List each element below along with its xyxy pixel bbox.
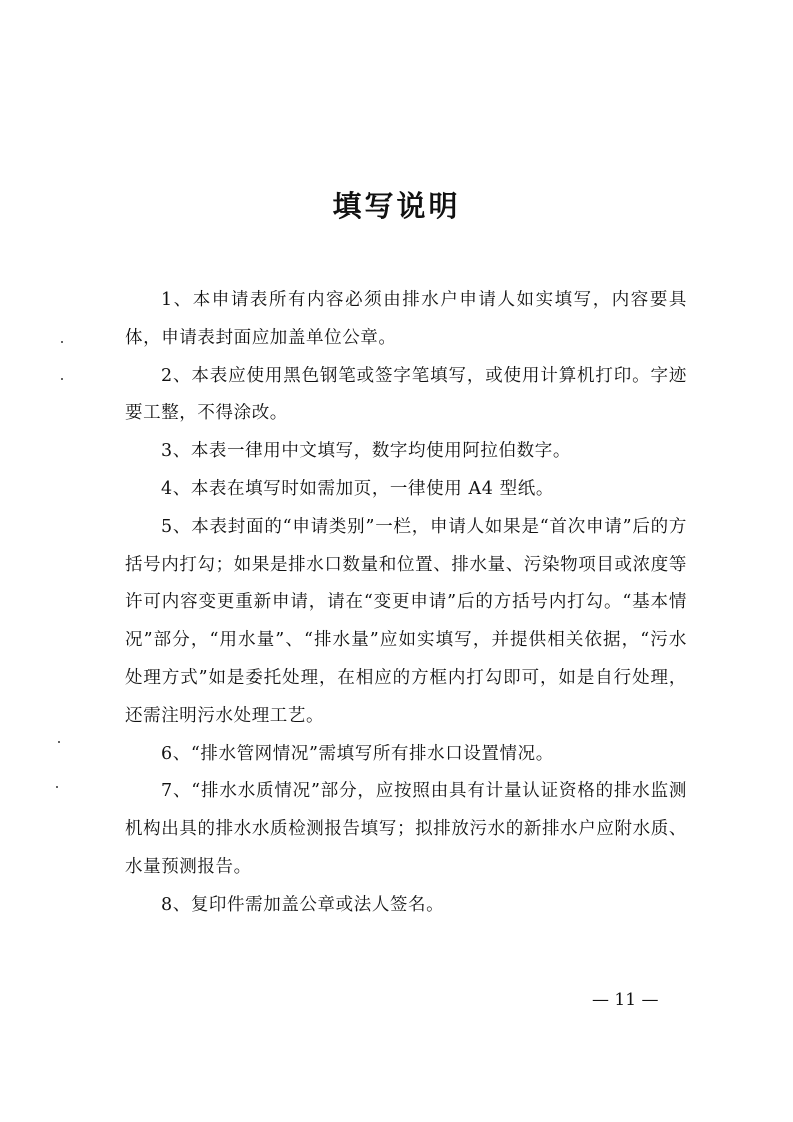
page-number: — 11 — [592, 990, 659, 1010]
scan-speck [61, 341, 63, 343]
instruction-item-8: 8、复印件需加盖公章或法人签名。 [161, 894, 445, 915]
scan-speck [58, 741, 60, 743]
scan-speck [56, 786, 58, 788]
instruction-item-7: 7、“排水水质情况”部分，应按照由具有计量认证资格的排水监测机构出具的排水水质检测报告填写；拟排放污水的新排水户应附水质、水量预测报告。 [125, 781, 687, 877]
scan-speck [61, 378, 63, 380]
instruction-item-5: 5、本表封面的“申请类别”一栏，申请人如果是“首次申请”后的方括号内打勾；如果是排水口数量和位置、排水量、污染物项目或浓度等许可内容变更重新申请，请在“变更申请”后的方括号内打勾。“基本情况”部分，“用水量”、“排水量”应如实填写，并提供相关依据，“污水处理方式”如是委托处理，在相应的方框内打勾即可，如是自行处理，还需注明污水处理工艺。 [125, 516, 687, 726]
instruction-item-6: 6、“排水管网情况”需填写所有排水口设置情况。 [161, 743, 554, 764]
instruction-item-3: 3、本表一律用中文填写，数字均使用阿拉伯数字。 [161, 441, 571, 462]
instructions-body [125, 282, 687, 925]
instruction-item-4: 4、本表在填写时如需加页，一律使用 A4 型纸。 [161, 478, 554, 499]
page-title: 填写说明 [332, 189, 461, 223]
instruction-item-2: 2、本表应使用黑色钢笔或签字笔填写，或使用计算机打印。字迹要工整，不得涂改。 [125, 365, 687, 424]
instruction-item-1: 1、本申请表所有内容必须由排水户申请人如实填写，内容要具体，申请表封面应加盖单位公章。 [125, 290, 687, 348]
